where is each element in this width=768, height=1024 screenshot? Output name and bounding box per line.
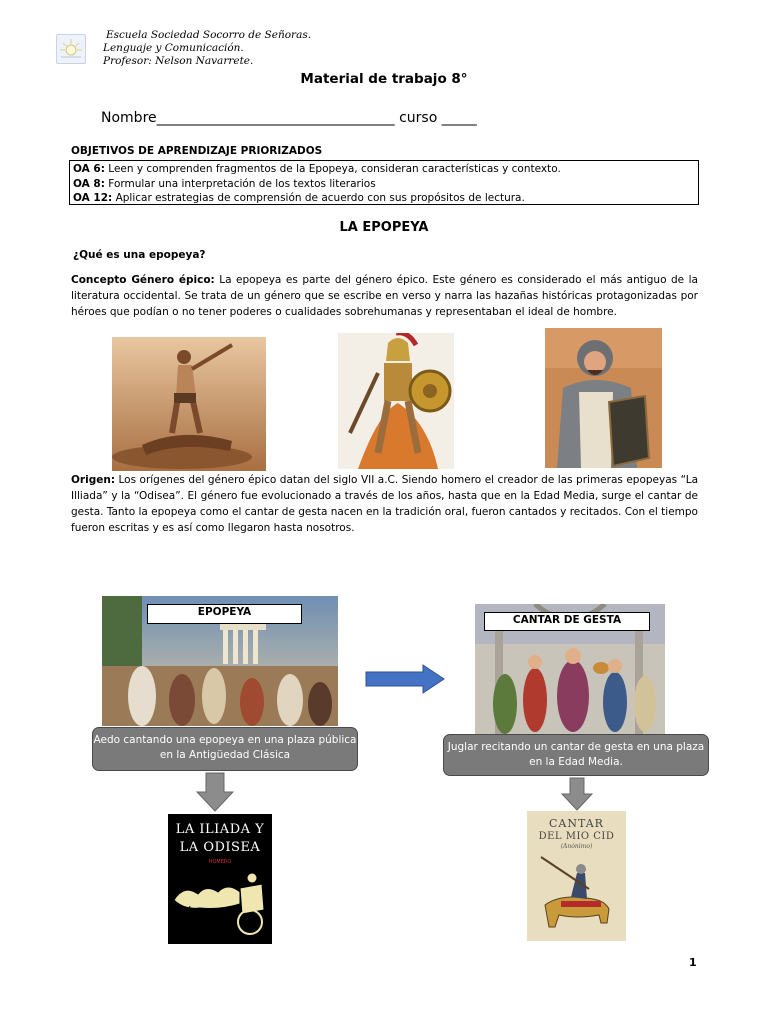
page-title: Material de trabajo 8° bbox=[300, 71, 468, 87]
objective-item: OA 6: Leen y comprenden fragmentos de la Epopeya, consideran características y contexto. bbox=[73, 163, 561, 175]
cover-title: DEL MIO CID bbox=[538, 831, 615, 842]
concept-label: Concepto Género épico: bbox=[71, 274, 215, 286]
cover-title: LA ODISEA bbox=[179, 840, 261, 855]
hero-image-2 bbox=[338, 333, 454, 469]
cantar-mio-cid-cover bbox=[527, 811, 626, 941]
school-logo bbox=[56, 34, 86, 64]
knight-illustration bbox=[531, 853, 623, 939]
objectives-box bbox=[69, 160, 699, 205]
right-arrow-icon bbox=[365, 664, 445, 694]
hero-image-3 bbox=[545, 328, 662, 468]
objectives-heading: OBJETIVOS DE APRENDIZAJE PRIORIZADOS bbox=[71, 145, 323, 157]
cantar-de-gesta-label: CANTAR DE GESTA bbox=[484, 612, 650, 631]
hero-image-1 bbox=[112, 337, 266, 471]
concept-paragraph: Concepto Género épico: La epopeya es parte del género épico. Este género es considerado el más antiguo de la literatura occidental. Se trata de un género que se escribe en verso y narra las hazañas históricas protagonizadas por héroes que podían o no tener poderes o cualidades sobrehumanas y representaban el ideal de hombre. bbox=[71, 274, 698, 318]
subject-name: Lenguaje y Comunicación. bbox=[103, 42, 244, 54]
name-course-line: Nombre__________________________________ curso _____ bbox=[101, 110, 477, 126]
teacher-name: Profesor: Nelson Navarrete. bbox=[103, 55, 254, 67]
cover-author: (Anónimo) bbox=[560, 843, 593, 850]
section-title: LA EPOPEYA bbox=[339, 220, 429, 235]
page-number: 1 bbox=[689, 956, 697, 969]
objective-item: OA 8: Formular una interpretación de los textos literarios bbox=[73, 177, 376, 190]
epopeya-label: EPOPEYA bbox=[147, 604, 302, 624]
cover-author: HOMERO bbox=[208, 859, 232, 865]
cantar-de-gesta-caption: Juglar recitando un cantar de gesta en una plaza en la Edad Media. bbox=[443, 734, 709, 776]
question-heading: ¿Qué es una epopeya? bbox=[73, 249, 206, 261]
chariot-illustration bbox=[170, 870, 270, 940]
down-arrow-icon bbox=[561, 777, 593, 811]
cover-title: LA ILIADA Y bbox=[175, 822, 265, 837]
school-name: Escuela Sociedad Socorro de Señoras. bbox=[106, 29, 312, 41]
iliada-odisea-cover bbox=[168, 814, 272, 944]
down-arrow-icon bbox=[196, 772, 234, 812]
objective-item: OA 12: Aplicar estrategias de comprensión de acuerdo con sus propósitos de lectura. bbox=[73, 192, 525, 204]
origin-paragraph: Origen: Los orígenes del género épico datan del siglo VII a.C. Siendo homero el creador de las primeras epopeyas “La Illiada” y la “Odisea”. El género fue evolucionado a través de los años, hasta que en la Edad Media, surge el cantar de gesta. Tanto la epopeya como el cantar de gesta nacen en la tradición oral, fueron cantados y recitados. Con el tiempo fueron escritas y es así como llegaron hasta nosotros. bbox=[71, 474, 698, 534]
origin-label: Origen: bbox=[71, 474, 116, 486]
epopeya-caption: Aedo cantando una epopeya en una plaza pública en la Antigüedad Clásica bbox=[92, 727, 358, 771]
cover-title: CANTAR bbox=[549, 817, 604, 830]
